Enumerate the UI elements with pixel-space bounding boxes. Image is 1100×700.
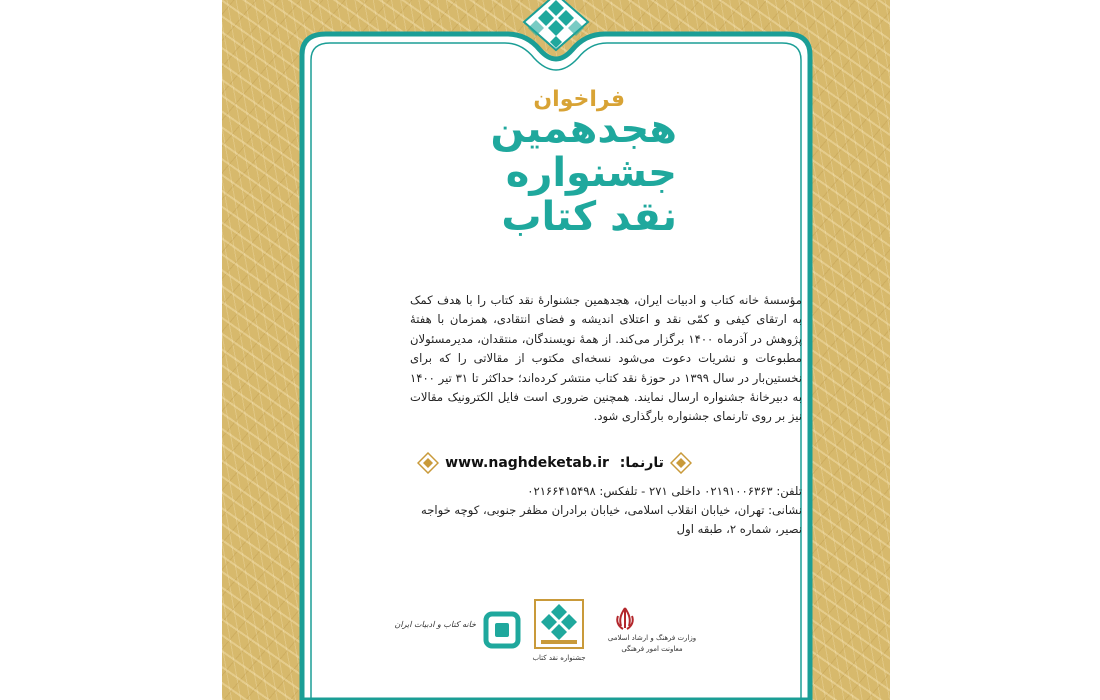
website-url[interactable]: www.naghdeketab.ir <box>445 455 609 471</box>
ministry-line-1: وزارت فرهنگ و ارشاد اسلامی <box>607 634 697 642</box>
website <box>445 455 664 471</box>
website-row <box>417 450 692 476</box>
festival-title <box>397 85 697 245</box>
contact-info <box>410 482 802 539</box>
address-line: نشانی: تهران، خیابان انقلاب اسلامی، خیابان برادران مظفر جنوبی، کوچه خواجه نصیر، شماره ۲، طبقه اول <box>420 503 802 536</box>
khaneh-ketab-icon <box>482 610 522 650</box>
title-line-3: نقد کتاب <box>501 194 677 240</box>
festival-emblem-icon <box>533 598 585 650</box>
title-line-2: جشنواره <box>505 150 677 196</box>
announcement-paragraph: مؤسسهٔ خانه کتاب و ادبیات ایران، هجدهمین جشنوارهٔ نقد کتاب را با هدف کمک به ارتقای کیفی و کمّی نقد و اعتلای اندیشه و فضای انتقادی، همزمان با هفتهٔ پژوهش در آذرماه ۱۴۰۰ برگزار می‌کند. از همهٔ نویسندگان، منتقدان، مدیرمسئولان مطبوعات و نشریات دعوت می‌شود نسخه‌ای مکتوب از مقالاتی را که برای نخستین‌بار در سال ۱۳۹۹ در حوزهٔ نقد کتاب منتشر کرده‌اند؛ حداکثر تا ۳۱ تیر ۱۴۰۰ به دبیرخانهٔ جشنواره ارسال نمایند. همچنین ضروری است فایل الکترونیک مقالات نیز بر روی تارنمای جشنواره بارگذاری شود. <box>410 293 802 424</box>
ministry-line-2: معاونت امور فرهنگی <box>621 645 683 653</box>
ministry-logo <box>602 598 702 668</box>
ornament-right-icon <box>670 452 692 474</box>
festival-logo <box>528 598 590 668</box>
khaneh-ketab-logo <box>394 598 522 668</box>
website-label: تارنما: <box>619 455 664 471</box>
khaneh-ketab-name: خانه کتاب و ادبیات ایران <box>394 620 476 629</box>
festival-caption: جشنواره نقد کتاب <box>532 654 586 662</box>
ornament-left-icon <box>417 452 439 474</box>
call-label: فراخوان <box>533 87 625 112</box>
poster <box>222 0 890 700</box>
phone-line: تلفن: ۰۲۱۹۱۰۰۶۳۶۳ داخلی ۲۷۱ - تلفکس: ۰۲۱۶۶۴۱۵۴۹۸ <box>527 484 802 498</box>
iran-emblem-icon <box>612 606 638 632</box>
sponsor-logos <box>394 598 702 668</box>
title-line-1: هجدهمین <box>490 106 677 152</box>
